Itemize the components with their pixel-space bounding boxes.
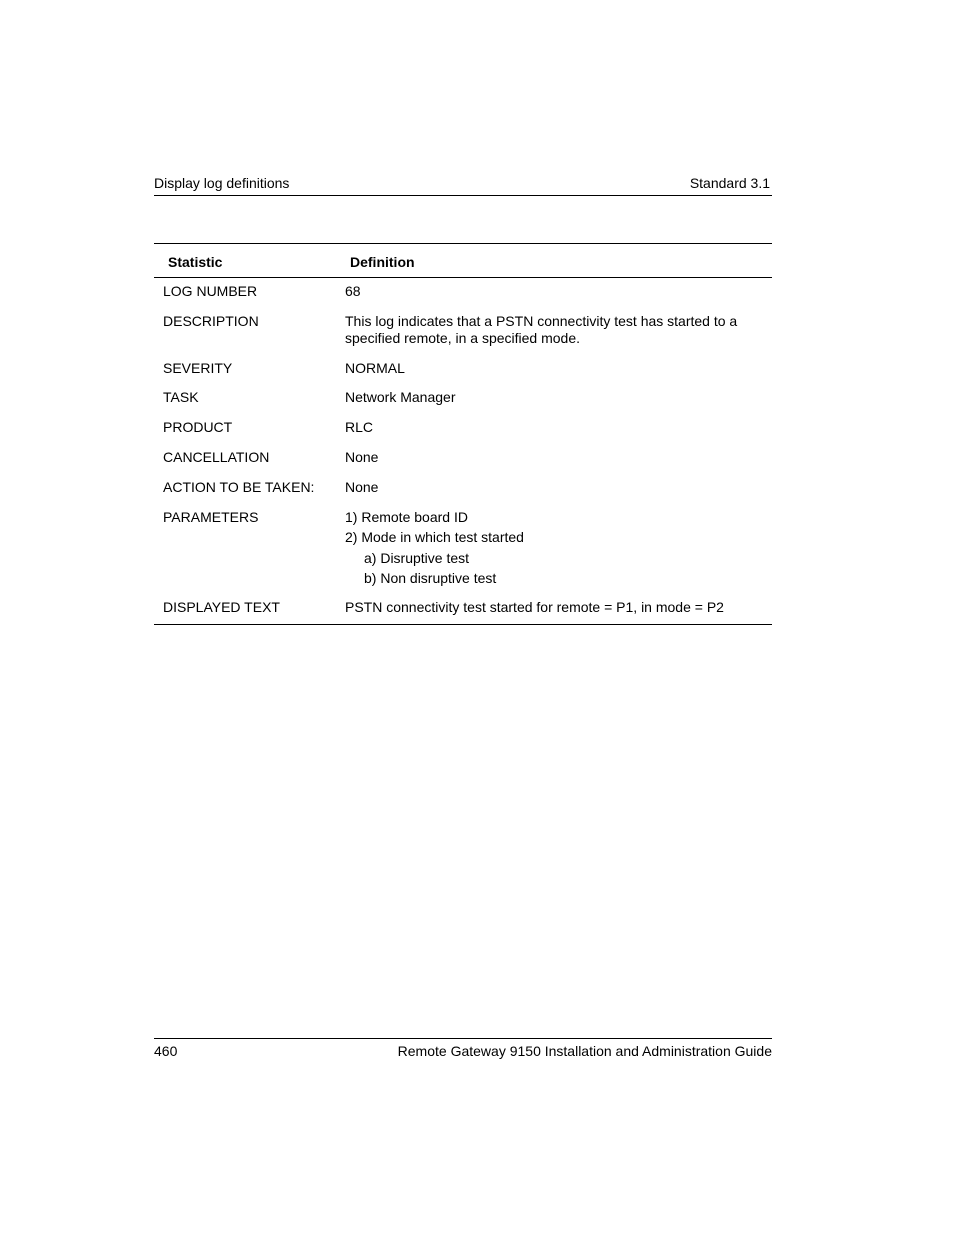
statistic-cell: PARAMETERS	[163, 508, 259, 525]
statistic-cell: DISPLAYED TEXT	[163, 598, 280, 615]
parameter-subline: a) Disruptive test	[364, 549, 470, 566]
statistic-cell: TASK	[163, 389, 199, 406]
table-row-action	[154, 479, 772, 496]
page-footer	[154, 1038, 772, 1063]
parameter-line: 2) Mode in which test started	[345, 529, 524, 546]
statistic-cell: LOG NUMBER	[163, 283, 258, 299]
table-row-displayed-text	[154, 599, 772, 616]
definition-cell: None	[345, 448, 379, 465]
column-header-definition: Definition	[350, 254, 415, 270]
definition-cell: RLC	[345, 419, 374, 436]
document-title: Remote Gateway 9150 Installation and Administration Guide	[397, 1043, 772, 1059]
statistic-cell: PRODUCT	[163, 419, 233, 436]
column-header-statistic: Statistic	[168, 254, 223, 270]
table-row-task	[154, 389, 772, 406]
parameter-subline: b) Non disruptive test	[364, 570, 497, 587]
definition-cell: Network Manager	[345, 389, 456, 406]
page-header	[154, 174, 772, 196]
definition-cell	[345, 507, 750, 589]
definition-cell: This log indicates that a PSTN connectivity test has started to a specified remote, in a specified mode.	[345, 312, 738, 346]
statistic-cell: CANCELLATION	[163, 448, 270, 465]
table-row-cancellation	[154, 449, 772, 466]
definition-cell: None	[345, 478, 379, 495]
page-number: 460	[154, 1043, 178, 1059]
statistic-cell: DESCRIPTION	[163, 312, 259, 329]
log-definition-table	[154, 243, 772, 625]
table-row-parameters	[154, 509, 772, 589]
document-version: Standard 3.1	[689, 175, 770, 191]
statistic-cell: ACTION TO BE TAKEN:	[163, 478, 315, 495]
section-title: Display log definitions	[154, 175, 290, 191]
table-header	[154, 244, 772, 278]
definition-cell: PSTN connectivity test started for remote = P1, in mode = P2	[345, 598, 724, 615]
definition-cell: 68	[345, 283, 361, 299]
table-body	[154, 278, 772, 624]
table-row-log-number	[154, 283, 772, 300]
parameter-line: 1) Remote board ID	[345, 508, 468, 525]
table-row-severity	[154, 360, 772, 377]
statistic-cell: SEVERITY	[163, 359, 233, 376]
table-row-description	[154, 313, 772, 347]
table-row-product	[154, 419, 772, 436]
definition-cell: NORMAL	[345, 359, 405, 376]
